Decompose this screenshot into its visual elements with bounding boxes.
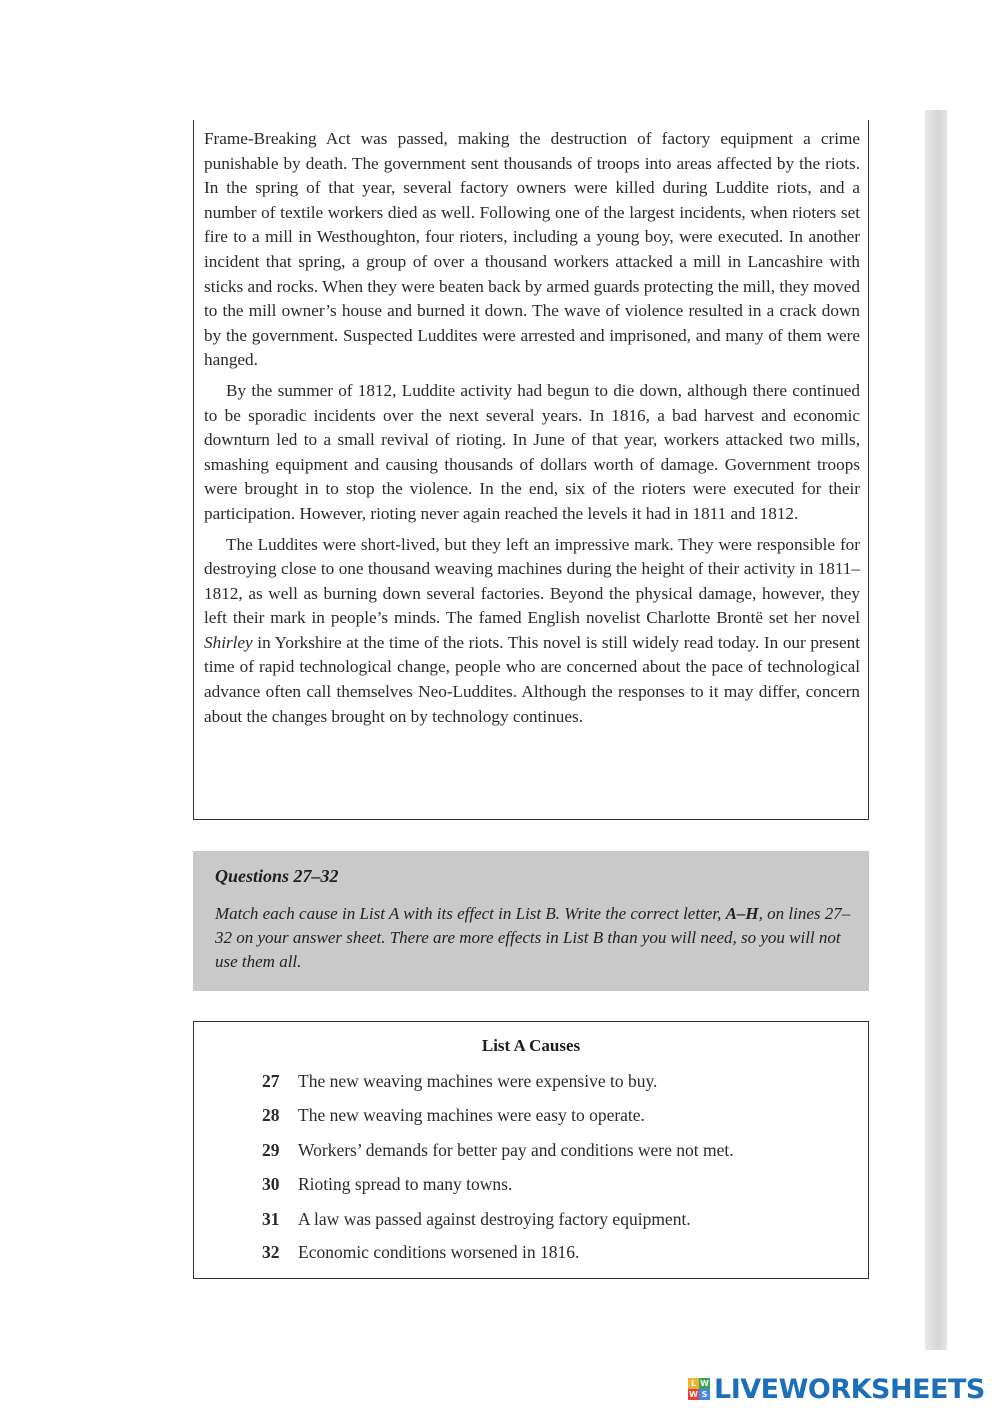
item-text: A law was passed against destroying factory equipment. (298, 1209, 691, 1229)
reading-passage (204, 127, 860, 735)
questions-instructions (215, 902, 855, 974)
list-item-31 (262, 1209, 691, 1230)
item-text: Workers’ demands for better pay and conditions were not met. (298, 1140, 734, 1160)
novel-title: Shirley (204, 632, 253, 652)
item-number: 30 (262, 1174, 280, 1194)
paragraph-3-text-after: in Yorkshire at the time of the riots. This novel is still widely read today. In our present time of rapid technological change, people who are concerned about the pace of technological advance often call themselves Neo-Luddites. Although the responses to it may differ, concern about the changes brought on by technology continues. (204, 632, 860, 726)
item-number: 29 (262, 1140, 280, 1160)
item-number: 27 (262, 1071, 280, 1091)
logo-tile-3: W (689, 1390, 698, 1399)
brand-wordmark: LIVEWORKSHEETS (714, 1373, 985, 1405)
list-item-30 (262, 1174, 512, 1195)
item-number: 31 (262, 1209, 280, 1229)
list-item-27 (262, 1071, 657, 1092)
liveworksheets-logo-icon (688, 1378, 710, 1400)
item-text: Rioting spread to many towns. (298, 1174, 513, 1194)
page-edge-shadow (925, 110, 947, 1350)
list-item-28 (262, 1105, 645, 1126)
questions-heading: Questions 27–32 (215, 866, 339, 886)
instructions-part-1: Match each cause in List A with its effect in List B. Write the correct letter, (215, 904, 726, 923)
list-item-32 (262, 1242, 579, 1263)
item-text: The new weaving machines were expensive to buy. (298, 1071, 658, 1091)
passage-paragraph-1: Frame-Breaking Act was passed, making the destruction of factory equipment a crime punishable by death. The government sent thousands of troops into areas affected by the riots. In the spring of that year, several factory owners were killed during Luddite riots, and a number of textile workers died as well. Following one of the largest incidents, when rioters set fire to a mill in Westhoughton, four rioters, including a young boy, were executed. In another incident that spring, a group of over a thousand workers attacked a mill in Lancashire with sticks and rocks. When they were beaten back by armed guards protecting the mill, they moved to the mill owner’s house and burned it down. The wave of violence resulted in a crack down by the government. Suspected Luddites were arrested and imprisoned, and many of them were hanged. (204, 129, 860, 370)
item-text: The new weaving machines were easy to operate. (298, 1105, 645, 1125)
passage-paragraph-3 (204, 533, 860, 730)
logo-tile-1: L (688, 1378, 699, 1389)
passage-paragraph-2: By the summer of 1812, Luddite activity had begun to die down, although there continued to be sporadic incidents over the next several years. In 1816, a bad harvest and economic downturn led to a small revival of rioting. In June of that year, workers attacked two mills, smashing equipment and causing thousands of dollars worth of damage. Government troops were brought in to stop the violence. In the end, six of the rioters were executed for their participation. However, rioting never again reached the levels it had in 1811 and 1812. (204, 380, 860, 523)
liveworksheets-brand[interactable] (688, 1372, 985, 1406)
logo-tile-4: S (699, 1389, 710, 1400)
logo-tile-2: W (700, 1379, 709, 1388)
item-number: 32 (262, 1242, 280, 1262)
list-item-29 (262, 1140, 734, 1161)
instructions-part-2: , on lines 27–32 on your answer sheet. There are more effects in List B than you will need, so you will not use them all. (215, 904, 851, 971)
letter-range: A–H (725, 904, 759, 923)
list-a-title: List A Causes (481, 1036, 581, 1055)
item-text: Economic conditions worsened in 1816. (298, 1242, 580, 1262)
item-number: 28 (262, 1105, 280, 1125)
paragraph-3-text-before: The Luddites were short-lived, but they left an impressive mark. They were responsible for destroying close to one thousand weaving machines during the height of their activity in 1811–1812, as well as burning down several factories. Beyond the physical damage, however, they left their mark in people’s minds. The famed English novelist Charlotte Brontë set her novel (204, 534, 860, 628)
